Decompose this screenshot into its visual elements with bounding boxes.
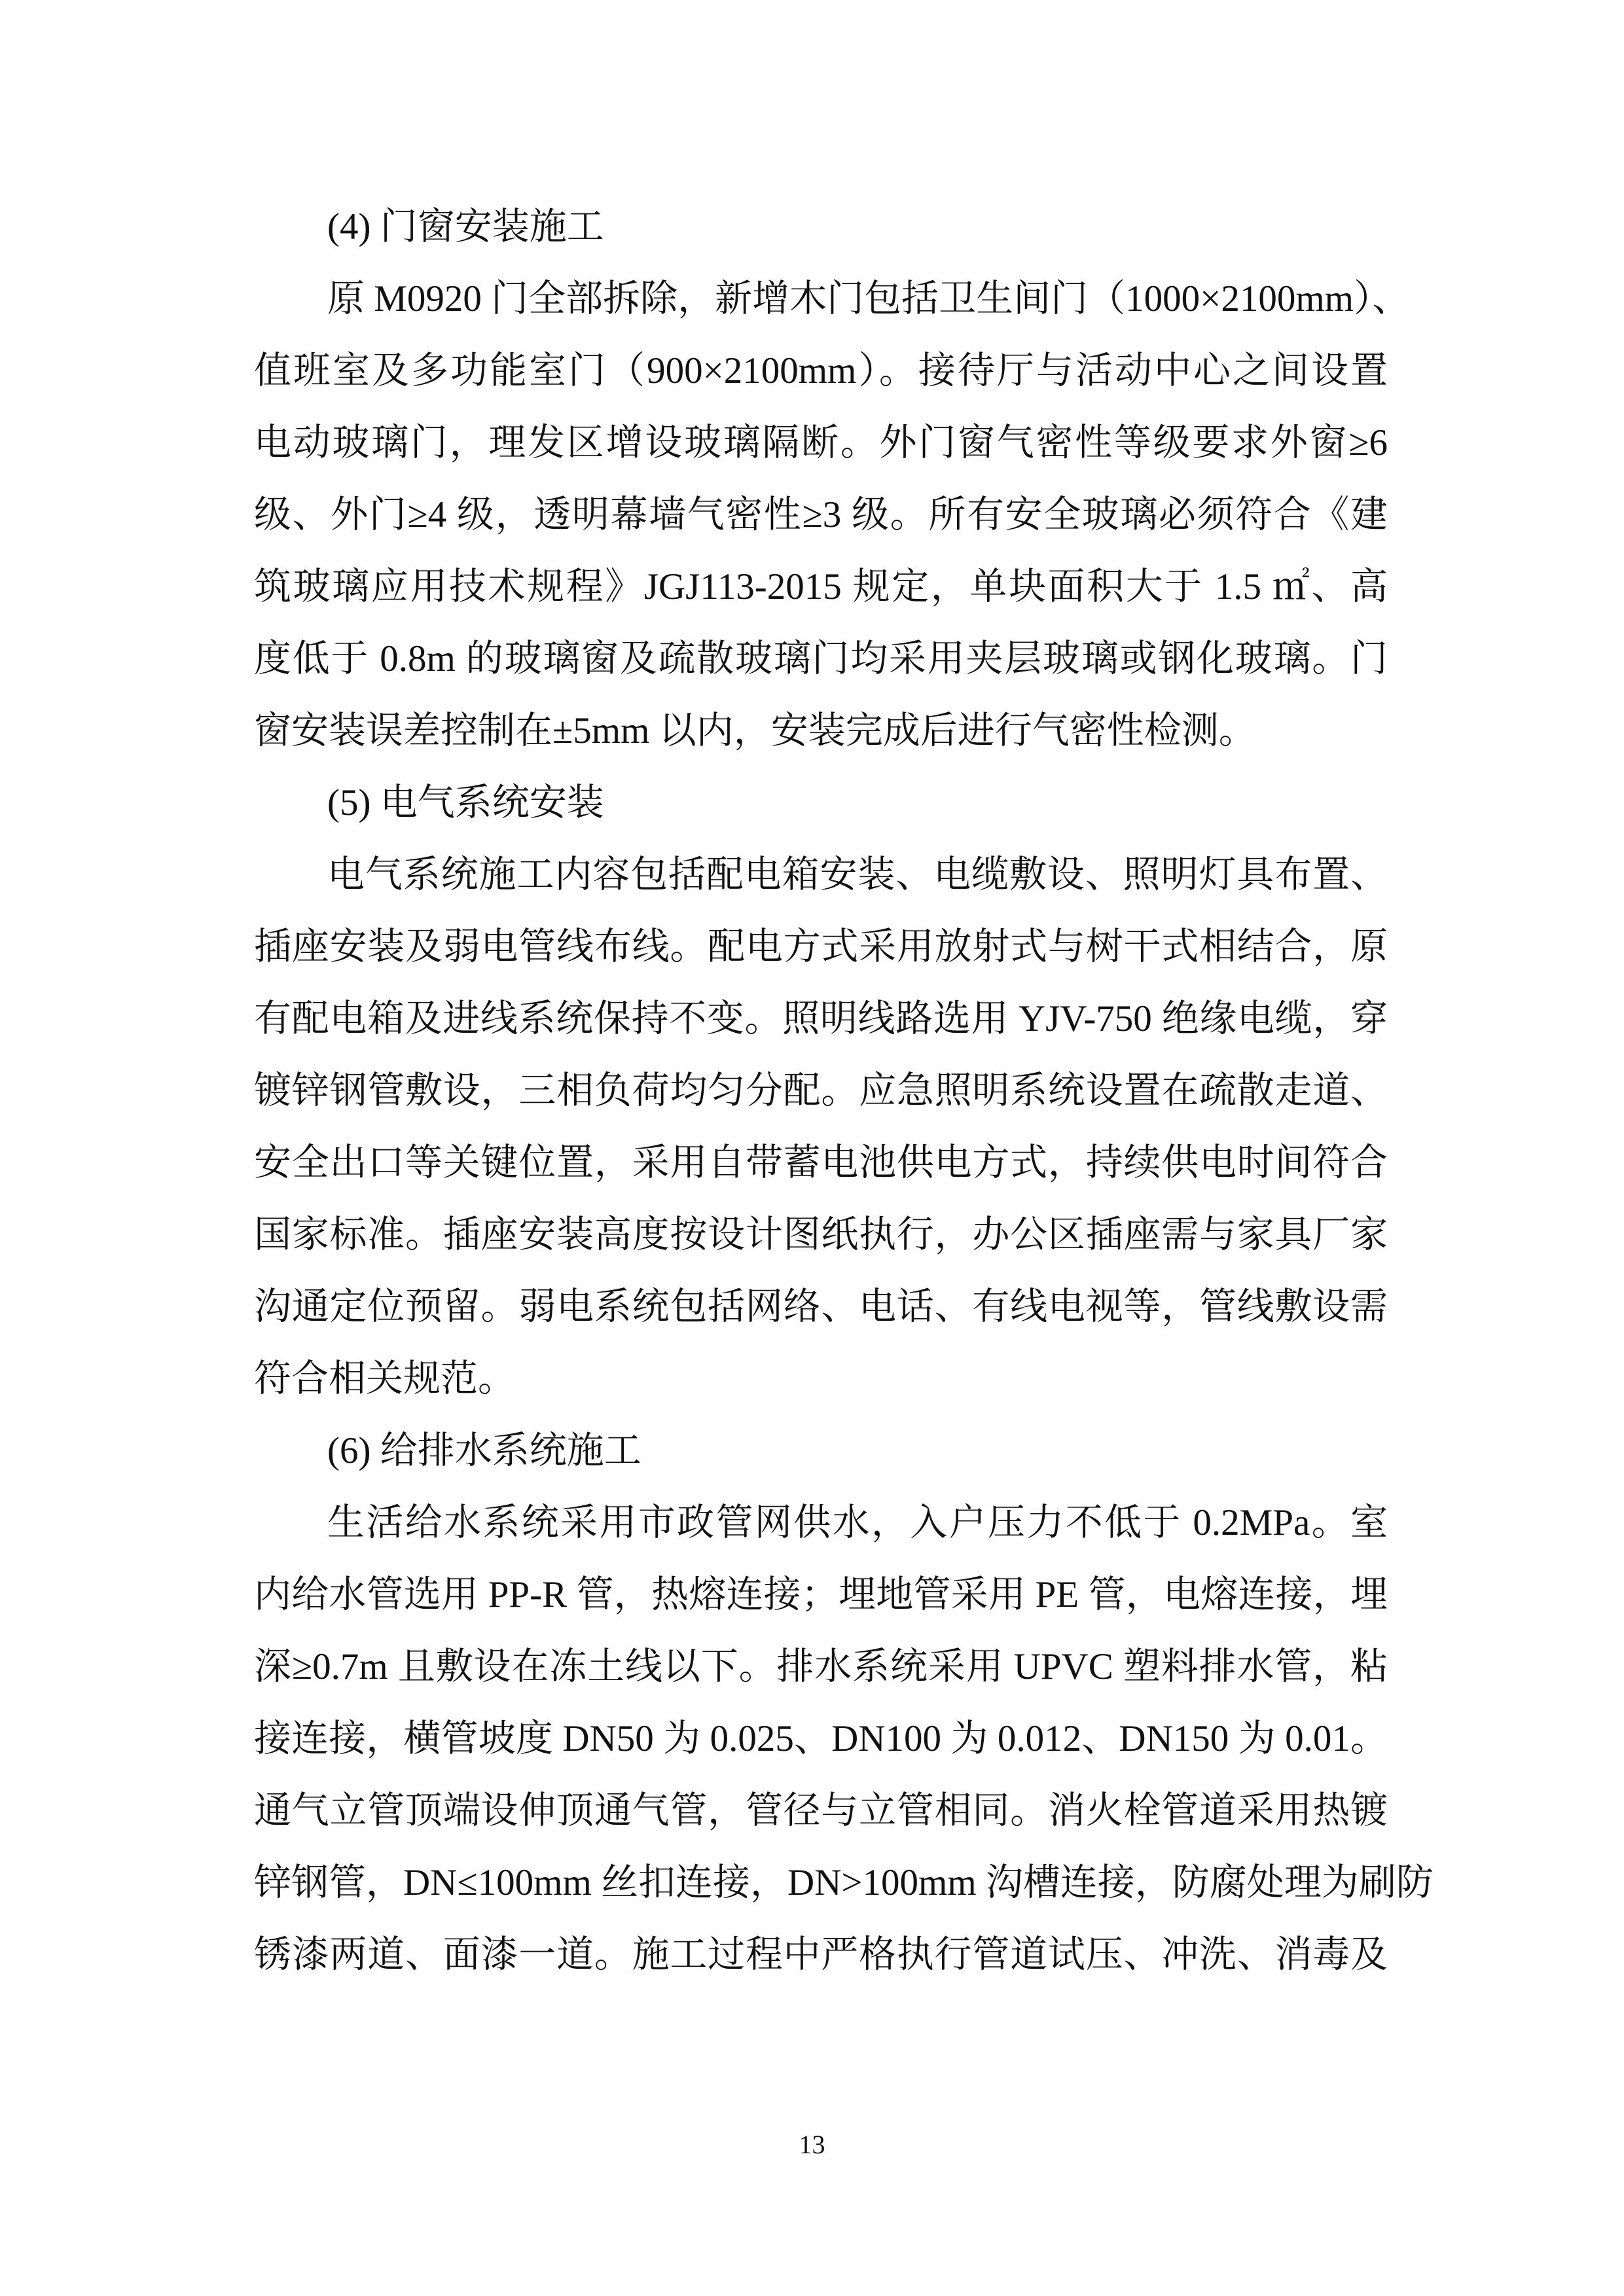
paragraph-line: 插座安装及弱电管线布线。配电方式采用放射式与树干式相结合，原 bbox=[254, 926, 1388, 967]
paragraph-line: 锌钢管，DN≤100mm 丝扣连接，DN>100mm 沟槽连接，防腐处理为刷防 bbox=[254, 1862, 1434, 1903]
paragraph-line: 安全出口等关键位置，采用自带蓄电池供电方式，持续供电时间符合 bbox=[254, 1142, 1388, 1183]
section-heading: (4) 门窗安装施工 bbox=[327, 206, 604, 247]
paragraph-line: 有配电箱及进线系统保持不变。照明线路选用 YJV-750 绝缘电缆，穿 bbox=[254, 998, 1388, 1039]
paragraph-line: 沟通定位预留。弱电系统包括网络、电话、有线电视等，管线敷设需 bbox=[254, 1286, 1388, 1327]
paragraph-line: 原 M0920 门全部拆除，新增木门包括卫生间门（1000×2100mm）、 bbox=[327, 278, 1410, 319]
section-heading: (6) 给排水系统施工 bbox=[327, 1430, 641, 1471]
section-heading: (5) 电气系统安装 bbox=[327, 782, 604, 823]
page-number: 13 bbox=[799, 2130, 825, 2159]
paragraph-line: 电气系统施工内容包括配电箱安装、电缆敷设、照明灯具布置、 bbox=[327, 854, 1388, 895]
paragraph-line: 筑玻璃应用技术规程》JGJ113-2015 规定，单块面积大于 1.5 ㎡、高 bbox=[254, 566, 1388, 607]
paragraph-line: 级、外门≥4 级，透明幕墙气密性≥3 级。所有安全玻璃必须符合《建 bbox=[254, 494, 1388, 535]
paragraph-line: 内给水管选用 PP-R 管，热熔连接；埋地管采用 PE 管，电熔连接，埋 bbox=[254, 1574, 1388, 1615]
paragraph-line: 通气立管顶端设伸顶通气管，管径与立管相同。消火栓管道采用热镀 bbox=[254, 1790, 1388, 1831]
paragraph-line: 生活给水系统采用市政管网供水，入户压力不低于 0.2MPa。室 bbox=[327, 1502, 1388, 1543]
paragraph-line: 深≥0.7m 且敷设在冻土线以下。排水系统采用 UPVC 塑料排水管，粘 bbox=[254, 1646, 1388, 1687]
paragraph-line: 电动玻璃门，理发区增设玻璃隔断。外门窗气密性等级要求外窗≥6 bbox=[254, 422, 1388, 463]
paragraph-line: 国家标准。插座安装高度按设计图纸执行，办公区插座需与家具厂家 bbox=[254, 1214, 1388, 1255]
paragraph-line: 度低于 0.8m 的玻璃窗及疏散玻璃门均采用夹层玻璃或钢化玻璃。门 bbox=[254, 638, 1388, 679]
paragraph-line: 锈漆两道、面漆一道。施工过程中严格执行管道试压、冲洗、消毒及 bbox=[254, 1934, 1388, 1975]
paragraph-line: 值班室及多功能室门（900×2100mm）。接待厅与活动中心之间设置 bbox=[254, 350, 1388, 391]
paragraph-line: 符合相关规范。 bbox=[254, 1358, 515, 1399]
paragraph-line: 窗安装误差控制在±5mm 以内，安装完成后进行气密性检测。 bbox=[254, 710, 1256, 751]
paragraph-line: 接连接，横管坡度 DN50 为 0.025、DN100 为 0.012、DN150 为 0.01。 bbox=[254, 1718, 1388, 1759]
document-body bbox=[254, 191, 1434, 1991]
paragraph-line: 镀锌钢管敷设，三相负荷均匀分配。应急照明系统设置在疏散走道、 bbox=[254, 1070, 1388, 1111]
